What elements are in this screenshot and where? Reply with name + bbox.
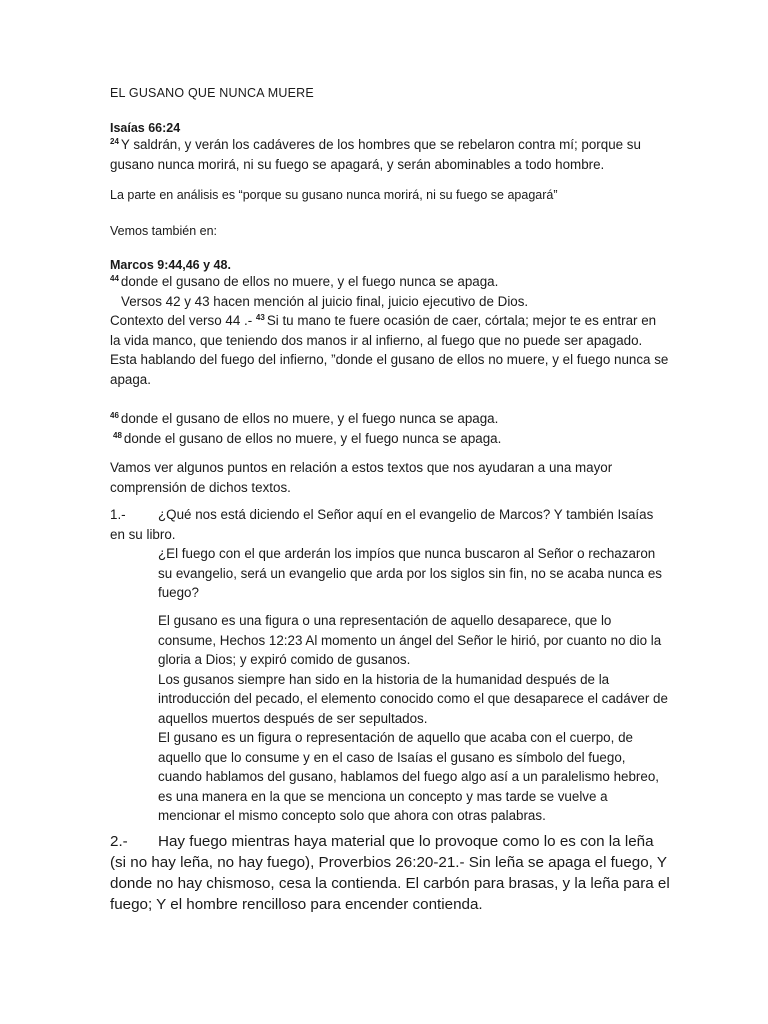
worms-history-paragraph: Los gusanos siempre han sido en la historia de la humanidad después de la introducción del pecado, el elemento conocido como el que desaparece el cadáver de aquellos muertos después de ser sepultados. — [158, 671, 668, 726]
versos-42-43-note: Versos 42 y 43 hacen mención al juicio final, juicio ejecutivo de Dios. — [121, 293, 529, 309]
point-1-explanation — [110, 611, 670, 826]
point-1-question: ¿El fuego con el que arderán los impíos que nunca buscaron al Señor o rechazaron su evangelio, será un evangelio que arda por los siglos sin fin, no se acaba nunca es fuego? — [158, 546, 662, 600]
verse-number: 44 — [110, 274, 119, 283]
point-1-heading — [110, 505, 670, 544]
vemos-line: Vemos también en: — [110, 224, 218, 238]
isaias-reference: Isaías 66:24 — [110, 121, 181, 135]
isaias-passage — [110, 121, 670, 174]
verse-46-text: donde el gusano de ellos no muere, y el fuego nunca se apaga. — [120, 411, 499, 426]
verse-number: 48 — [113, 430, 122, 440]
isaias-verse-text: Y saldrán, y verán los cadáveres de los hombres que se rebelaron contra mí; porque su gusano nunca morirá, ni su fuego se apagará, y serán abominables a todo hombre. — [110, 137, 641, 172]
verse-48 — [110, 429, 670, 449]
verse-number: 24 — [110, 137, 119, 146]
verse-44-text: donde el gusano de ellos no muere, y el fuego nunca se apaga. — [120, 274, 499, 289]
context-paragraph — [110, 311, 670, 389]
verse-number: 46 — [110, 411, 119, 420]
point-1-text: ¿Qué nos está diciendo el Señor aquí en el evangelio de Marcos? Y también Isaías en su libro. — [110, 507, 654, 542]
marcos-reference: Marcos 9:44,46 y 48. — [110, 258, 231, 272]
analysis-line: La parte en análisis es “porque su gusano nunca morirá, ni su fuego se apagará” — [110, 188, 558, 202]
verse-46 — [110, 409, 670, 429]
verse-number: 43 — [255, 313, 265, 322]
isaias-verse — [110, 135, 670, 174]
verses-46-48 — [110, 409, 670, 448]
worm-figure-paragraph: El gusano es una figura o una representación de aquello desaparece, que lo consume, Hechos 12:23 Al momento un ángel del Señor le hirió, por cuanto no dio la gloria a Dios; y expiró comido de gusanos. — [158, 613, 662, 667]
context-prefix: Contexto del verso 44 .- — [110, 313, 253, 328]
point-2-text: Hay fuego mientras haya material que lo provoque como lo es con la leña (si no hay leña, no hay fuego), Proverbios 26:20-21.- Sin leña se apaga el fuego, Y donde no hay chismoso, cesa la contienda. El carbón para brasas, y la leña para el fuego; Y el hombre rencilloso para encender contienda. — [110, 833, 670, 913]
point-number: 1.- — [110, 507, 126, 522]
worm-symbol-paragraph: El gusano es un figura o representación de aquello que acaba con el cuerpo, de aquello que lo consume y en el caso de Isaías el gusano es símbolo del fuego, cuando hablamos del gusano, hablamos del fuego algo así a un paralelismo hebreo, es una manera en la que se menciona un concepto y mas tarde se vuelve a mencionar el mismo concepto solo que ahora con otras palabras. — [158, 730, 660, 823]
point-2 — [110, 831, 670, 915]
verse-48-text: donde el gusano de ellos no muere, y el fuego nunca se apaga. — [123, 430, 502, 446]
verse-44 — [110, 272, 670, 292]
marcos-passage — [110, 258, 670, 389]
intro-paragraph: Vamos ver algunos puntos en relación a estos textos que nos ayudaran a una mayor comprensión de dichos textos. — [110, 460, 613, 495]
point-1 — [110, 505, 670, 603]
document-title: EL GUSANO QUE NUNCA MUERE — [110, 86, 314, 100]
context-text: Si tu mano te fuere ocasión de caer, córtala; mejor te es entrar en la vida manco, que teniendo dos manos ir al infierno, al fuego que no puede ser apagado. Esta hablando del fuego del infierno, ”donde el gusano de ellos no muere, y el fuego nunca se apaga. — [110, 313, 669, 387]
point-number: 2.- — [110, 833, 128, 850]
point-2-paragraph — [110, 831, 670, 915]
